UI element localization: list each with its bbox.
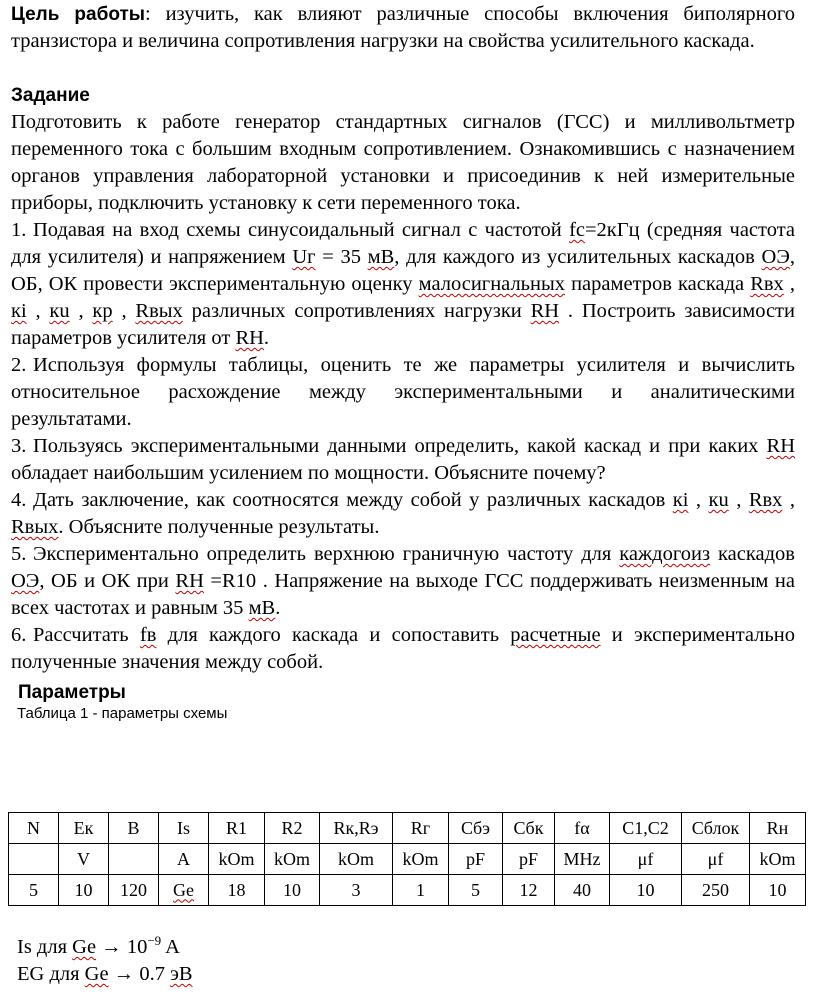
table-cell: 5: [9, 875, 59, 906]
table-cell: Ge: [159, 875, 209, 906]
table-cell: Cблок: [682, 813, 750, 844]
table-cell: μf: [610, 844, 682, 875]
document: [11, 0, 795, 723]
table-cell: 10: [59, 875, 109, 906]
table-cell: kOm: [209, 844, 265, 875]
table-caption: Таблица 1 - параметры схемы: [17, 705, 228, 722]
task-item-5: 5. Экспериментально определить верхнюю граничную частоту для каждогоиз каскадов ОЭ, ОБ и ОК при RН =R10 . Напряжение на выходе ГСС поддерживать неизменным на всех частотах и равным 35 мВ.: [11, 543, 795, 619]
table-cell: Cбк: [503, 813, 555, 844]
goal-label: Цель работы: [11, 4, 146, 25]
table-cell: pF: [503, 844, 555, 875]
note-eg: EG для Ge → 0.7 эВ: [17, 963, 193, 985]
table-cell: 10: [750, 875, 806, 906]
table-cell: Rг: [393, 813, 449, 844]
table-cell: A: [159, 844, 209, 875]
table-cell: 1: [393, 875, 449, 906]
table-cell: 5: [449, 875, 503, 906]
task-intro: Подготовить к работе генератор стандартных сигналов (ГСС) и милливольтметр переменного тока с большим входным сопротивлением. Ознакомившись с назначением органов управления лабораторной установки и присоединив к ней измерительные приборы, подключить установку к сети переменного тока.: [11, 111, 795, 214]
table-cell: kOm: [265, 844, 320, 875]
table-cell: C1,C2: [610, 813, 682, 844]
table-cell: pF: [449, 844, 503, 875]
table-cell: Rк,Rэ: [320, 813, 393, 844]
table-cell: R1: [209, 813, 265, 844]
table-cell: μf: [682, 844, 750, 875]
table-cell: V: [59, 844, 109, 875]
table-cell: 18: [209, 875, 265, 906]
table-cell: MHz: [555, 844, 610, 875]
table-cell: 10: [265, 875, 320, 906]
table-cell: fα: [555, 813, 610, 844]
table-cell: 40: [555, 875, 610, 906]
note-is: Is для $Ge \to 10^{-9}$ A: [17, 933, 180, 958]
table-cell: 10: [610, 875, 682, 906]
table-cell: 120: [109, 875, 159, 906]
table-cell: N: [9, 813, 59, 844]
table-cell: 3: [320, 875, 393, 906]
table-cell: kOm: [320, 844, 393, 875]
params-table: [8, 812, 806, 906]
task-item-1: 1. Подавая на вход схемы синусоидальный сигнал с частотой fc=2кГц (средняя частота для усилителя) и напряжением Uг = 35 мВ, для каждого из усилительных каскадов ОЭ, ОБ, ОК провести экспериментальную оценку малосигнальных параметров каскада Rвх , кi , кu , кр , Rвых различных сопротивлениях нагрузки RН . Построить зависимости параметров усилителя от RН.: [11, 219, 796, 349]
table-cell: Cбэ: [449, 813, 503, 844]
task-item-6: 6. Рассчитать fв для каждого каскада и сопоставить расчетные и экспериментально полученные значения между собой.: [11, 624, 795, 673]
table-header-row: [9, 813, 806, 844]
goal-text: изучить, как влияют различные способы включения биполярного транзистора и величина сопротивления нагрузки на свойства усилительного каскада.: [11, 3, 795, 52]
table-cell: [9, 844, 59, 875]
table-units-row: [9, 844, 806, 875]
table-cell: Rн: [750, 813, 806, 844]
notes: [17, 934, 193, 988]
task-item-3: 3. Пользуясь экспериментальными данными определить, какой каскад и при каких RН обладает наибольшим усилением по мощности. Объясните почему?: [11, 435, 795, 484]
table-values-row: [9, 875, 806, 906]
task-item-4: 4. Дать заключение, как соотносятся между собой у различных каскадов кi , кu , Rвх , Rвых. Объясните полученные результаты.: [11, 489, 796, 538]
table-cell: 250: [682, 875, 750, 906]
table-cell: [109, 844, 159, 875]
table-cell: Eк: [59, 813, 109, 844]
task-item-2: 2. Используя формулы таблицы, оценить те же параметры усилителя и вычислить относительное расхождение между экспериментальными и аналитическими результатами.: [11, 354, 795, 430]
table-cell: B: [109, 813, 159, 844]
params-title: Параметры: [18, 682, 126, 703]
task-heading: Задание: [11, 85, 90, 106]
table-cell: kOm: [393, 844, 449, 875]
table-cell: 12: [503, 875, 555, 906]
table-cell: kOm: [750, 844, 806, 875]
goal-paragraph: Цель работы: изучить, как влияют различные способы включения биполярного транзистора и величина сопротивления нагрузки на свойства усилительного каскада.: [11, 3, 795, 52]
table-cell: R2: [265, 813, 320, 844]
table-cell: Is: [159, 813, 209, 844]
